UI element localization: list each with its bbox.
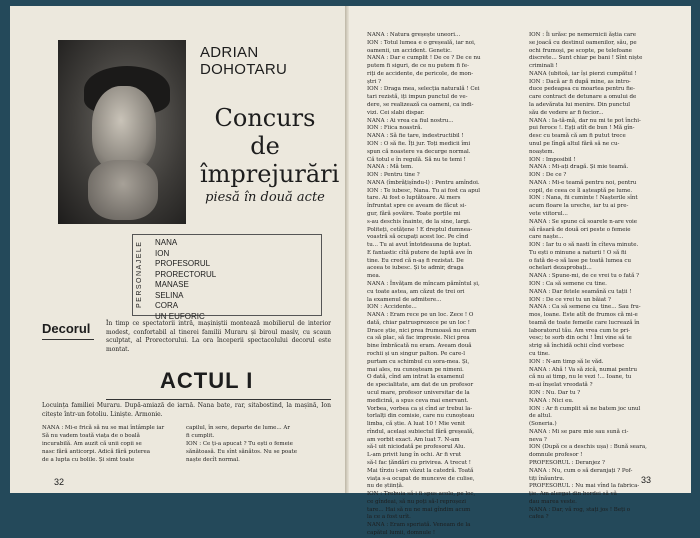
cast-list: [155, 238, 216, 322]
decor-paragraph: În timp ce spectatorii intră, mașiniștii montează mobilierul de interior modest, confortabil al tinerei familii Muraru și biroul masiv, cu scaun sculptat, al Prorectorului. La ora începerii spectacolului decorul este montat.: [106, 320, 331, 353]
dialogue-line: tari rezistă, iți impun punctul de ve-: [367, 94, 468, 101]
dialogue-line: tu... Tu ai avut întotdeauna de luptat.: [367, 242, 472, 249]
dialogue-line: de altul.: [529, 413, 552, 420]
dialogue-line: ION : Te iubesc, Nana. Tu ai fost ca apul: [367, 187, 481, 194]
dialogue-line: unul pe lîngă altul fără să ne cu-: [529, 140, 620, 147]
cast-item: UN EUFORIC: [155, 311, 205, 321]
dialogue-line: PROFESORUL : Deranjez ?: [529, 459, 605, 466]
dialogue-line: la adevărata lui menire. Din punctul: [529, 102, 630, 109]
dialogue-line: am vorbit exact. Am luat 7. N-am: [367, 436, 460, 443]
dialogue-line: laboratorul tău. Am vrea cum te pri-: [529, 327, 631, 334]
dialogue-line: limba, că știe. A luat 10 ! Mie venit: [367, 421, 465, 428]
page-number: 32: [54, 477, 65, 487]
dialogue-line: său de vedere ar fi fecior...: [529, 109, 604, 116]
author-name: ADRIAN DOHOTARU: [200, 44, 288, 78]
dialogue-line: cafea ?: [529, 514, 549, 521]
dialogue-line: tare. Ai fost o luptătoare. Ai mers: [367, 195, 461, 202]
dialogue-line: ION (După ce a deschis ușa) : Bună seara,: [529, 444, 647, 451]
dialogue-line: ION : Accidente...: [367, 304, 417, 311]
cast-label: PERSONAJELE: [136, 240, 143, 308]
dialogue-line: pui feroce !. Eșți atît de bun ! Mă gîn-: [529, 125, 635, 132]
dialogue-line: NANA : Eram speriată. Veneam de la: [367, 522, 471, 529]
cast-item: MANASE: [155, 280, 189, 289]
dialogue-column-right: [529, 32, 679, 522]
dialogue-line: m-ai înșelat vreodată ?: [529, 382, 593, 389]
dialogue-line: desc cu teamă că am fi putut trece: [529, 133, 626, 140]
dialogue-line: ție. Am alergat din bordei să vă: [529, 491, 617, 498]
dialogue-line: NANA : Mi se pare mie sau sună ci-: [529, 428, 629, 435]
dialogue-line: NANA : Mă tem.: [367, 164, 414, 171]
dialogue-line: ION : Nana, fii cuminte ! Nașterile sînt: [529, 195, 638, 202]
dialogue-line: ION : Ar fi cumplit să ne batem joc unul: [529, 405, 641, 412]
dialogue-line: neva ?: [529, 436, 547, 443]
dialogue-column-left: [367, 32, 519, 538]
dialogue-line: NANA : Eram rece pe un loc. Zece ! O: [367, 312, 474, 319]
dialogue-line: PROFESORUL : Nu mai vînd la fabrica-: [529, 483, 640, 490]
dialogue-line: de a lupta cu bolile. Și simt toate: [42, 457, 135, 463]
dialogue-line: să-l fac țăndări cu privirea. A trecut !: [367, 459, 471, 466]
dialogue-line: vizi. Cei slabi dispar.: [367, 109, 425, 116]
dialogue-line: ION : Îi urăsc pe nemernicii ăștia care: [529, 32, 637, 38]
dialogue-line: dere, se realizează ca oameni, ca indi-: [367, 102, 474, 109]
dialogue-line: rochii și un singur palton. Pe care-l: [367, 351, 465, 358]
dialogue-line: NANA (ubitoâ, iar își pierzi cumpătul !: [529, 70, 637, 77]
dialogue-line: capilul, în sere, departe de lume... Ar: [186, 425, 291, 431]
dialogue-line: copil, de ceea ce îl așteaptă pe lume.: [529, 187, 633, 194]
scene-description: Locuința familiei Muraru. După-amiază de iarnă. Nana bate, rar, sitabostind, la mașină, Ion citește într-un fotoliu. Liniște. Armonie.: [42, 402, 331, 418]
dialogue-line: bine îmbrăcată nu eram. Aveam două: [367, 343, 472, 350]
dialogue-line: ION : Pentru tine ?: [367, 172, 420, 179]
dialogue-line: Drace știe, nici prea frumoasă nu eram: [367, 327, 477, 334]
dialogue-line: vete viitorul...: [529, 210, 568, 217]
dialogue-column-left: [42, 424, 178, 464]
dialogue-line: noaștem.: [529, 148, 555, 155]
decor-divider: [42, 339, 94, 340]
dialogue-line: ochi frumoși, pe scopte, pe telefoane: [529, 47, 632, 54]
dialogue-line: ION : Draga mea, selecția naturală ! Cei: [367, 86, 480, 93]
dialogue-line: Să nu vadem toată viața de o boală: [42, 433, 140, 439]
dialogue-line: E fantastic cîtă putere de luptă ave în: [367, 249, 473, 256]
dialogue-line: că nu ai timp, nu le vezi !... Ioane, tu: [529, 374, 632, 381]
dialogue-line: ION : Trebuia să-i fi spus acolo, pe loc,: [367, 491, 476, 498]
dialogue-line: NANA : Învățam de mîncam pămîntul și,: [367, 281, 480, 287]
dialogue-line: ION : Iar tu o să nasti în cîteva minute.: [529, 242, 639, 249]
act-divider: [106, 399, 331, 400]
dialogue-line: tine. Eu cred că n-aș fi rezistat. De: [367, 257, 464, 264]
dialogue-line: NANA : Se spune că soarele n-are voie: [529, 218, 638, 225]
dialogue-line: ION : De ce vrei tu un băiat ?: [529, 296, 611, 303]
dialogue-line: tiți înăuntru.: [529, 475, 565, 482]
dialogue-line: ca să plac, să fac impresie. Nici prea: [367, 335, 470, 342]
dialogue-line: NANA : Să fie tare, indestructibil !: [367, 133, 464, 140]
dialogue-line: capătul lumii, domnule !: [367, 530, 436, 536]
right-page: [349, 6, 691, 536]
dialogue-line: care contract de detunare a omului de: [529, 94, 637, 101]
dialogue-line: mea.: [367, 273, 381, 280]
dialogue-line: NANA (îmbrățișîndu-l) : Pentru amîndoi.: [367, 179, 480, 186]
dialogue-line: discrete... Sunt chiar pe bani ! Sînt niște: [529, 55, 643, 62]
dialogue-line: ochelari dezaprobați...: [529, 265, 592, 272]
dialogue-line: NANA : Dar fetele seamănă cu tații !: [529, 288, 632, 295]
dialogue-line: viața s-a ocupat de munceve de culise,: [367, 475, 475, 482]
dialogue-line: cu toate astea, am căzut de trei ori: [367, 288, 465, 295]
dialogue-line: să răsară de două ori peste o femeie: [529, 226, 631, 233]
dialogue-line: s-au deschis înainte, de la sine, largi.: [367, 218, 471, 225]
play-subtitle: piesă în două acte: [205, 190, 325, 205]
dialogue-line: duce pedeapsa cu moartea pentru fie-: [529, 86, 635, 93]
dialogue-line: ION : Totul lumea e o greșeală, iar noi,: [367, 39, 476, 46]
dialogue-line: Vorbea, vorbea ca și cînd ar trebui la-: [367, 405, 473, 412]
dialogue-line: putem fi siguri, de ce nu putem fi fe-: [367, 63, 469, 70]
dialogue-line: se joacă cu destinul oamenilor, său, pe: [529, 39, 637, 46]
dialogue-line: NANA : Ahă ! Va să zică, numai pentru: [529, 366, 638, 373]
dialogue-line: nu de știință.: [367, 483, 404, 490]
dialogue-line: domnule profesor !: [529, 452, 583, 459]
dialogue-line: NANA : Natura greșește uneori...: [367, 32, 461, 38]
dialogue-line: ION : Dacă ar fi după mine, as intro-: [529, 78, 631, 85]
dialogue-line: NANA : Mi-e frică să nu se mai întâmple iar: [42, 425, 165, 431]
dialogue-line: NANA : Nici eu.: [529, 397, 574, 404]
dialogue-line: NANA : Mi-ați dragă. Și mie teamă.: [529, 164, 629, 171]
dialogue-line: fi cumplit.: [186, 433, 215, 439]
dialogue-line: de specialitate, am dat de un profesor: [367, 382, 474, 389]
dialogue-line: ION : Imposibil !: [529, 156, 576, 163]
dialogue-line: teamă de toate femeile care lucrează în: [529, 319, 640, 326]
dialogue-line: ION : O să fie. Îți jur. Toți medicii îmi: [367, 140, 471, 147]
dialogue-line: NANA : Mi-e teamă pentru noi, pentru: [529, 179, 637, 186]
decor-heading: Decorul: [42, 321, 91, 336]
dialogue-line: o fată de-o să lase pe toată lumea cu: [529, 257, 632, 264]
dialogue-line: ce gîndeai, să nu poți să-l reproșezi: [367, 498, 466, 505]
dialogue-line: riți de accidente, de pericole, de mon-: [367, 70, 474, 77]
cast-item: CORA: [155, 301, 179, 310]
dialogue-line: NANA : Dar e cumplit ! De ce ? De ce nu: [367, 55, 481, 62]
dialogue-line: NANA : Ai vrea ca fiul nostru...: [367, 117, 454, 124]
dialogue-line: ucul mare, profesor universitar de la: [367, 389, 470, 396]
dialogue-column-right: [186, 424, 326, 464]
dialogue-line: mos, loane. Este atît de frumos că mi-e: [529, 312, 638, 319]
dialogue-line: la ce a fost urît.: [367, 514, 411, 521]
cast-item: PRORECTORUL: [155, 269, 217, 279]
dialogue-line: ION : De ce ?: [529, 172, 567, 179]
dialogue-line: Că totul e în regulă. Să nu te temi !: [367, 156, 466, 163]
dialogue-line: gur, fără șovăire. Toate porțile mi: [367, 210, 461, 217]
page-number: 33: [640, 475, 651, 485]
dialogue-line: criminali !: [529, 63, 558, 70]
dialogue-line: ION : N-am timp să le văd.: [529, 358, 604, 365]
dialogue-line: NANA : Ca să semene cu tine... Sau fru-: [529, 304, 641, 311]
dialogue-line: strig să închidă ochii cînd vorbesc: [529, 343, 625, 350]
dialogue-line: L-am privit lung în ochi. Ar fi vrut: [367, 452, 462, 459]
dialogue-line: spun că noastere va decurge normal.: [367, 148, 471, 155]
dialogue-line: NANA : Nu, cum o să deranjați ? Pof-: [529, 467, 633, 474]
dialogue-line: (Soneria.): [529, 421, 557, 428]
dialogue-line: nasc fără anticorpi. Adică fără puterea: [42, 449, 151, 455]
dialogue-line: ION : Ce ți-a apucat ? Tu ești o femeie: [186, 441, 293, 447]
dialogue-line: ION : Ca să semene cu tine.: [529, 281, 607, 287]
dialogue-line: Mai tîrziu i-am văzut la catedră. Toată: [367, 467, 474, 474]
dialogue-line: naște decît normal.: [186, 457, 240, 463]
dialogue-line: NANA : Dar, vă rog, stați jos ! Beți o: [529, 506, 631, 513]
dialogue-line: purtam cu schimbul cu sora-mea. Și,: [367, 358, 470, 365]
dialogue-line: oamenii, un accident. Genetic.: [367, 47, 452, 54]
dialogue-line: ștri ?: [367, 78, 382, 85]
dialogue-line: voastră să ocupați acest loc. Pe cînd: [367, 234, 469, 241]
dialogue-line: NANA : Spune-mi, de ce vrei tu o fată ?: [529, 273, 640, 280]
play-title: Concurs de împrejurări: [200, 104, 340, 188]
dialogue-line: să-l uit niciodată pe profesorul Alu.: [367, 444, 466, 451]
dialogue-line: aceea te iubesc. Și te admir, draga: [367, 265, 464, 272]
dialogue-line: ION : Nu. Dar tu ?: [529, 389, 581, 396]
dialogue-line: Tu ești o minune a naturii ! O să fii: [529, 249, 627, 256]
dialogue-line: care naște...: [529, 234, 564, 241]
cast-item: NANA: [155, 238, 178, 247]
dialogue-line: acum floare la ureche, iar tu ai pre-: [529, 203, 629, 210]
dialogue-line: dau marea veste.: [529, 498, 577, 505]
dialogue-line: rîndul, același subiectul fără greșeală,: [367, 428, 474, 435]
dialogue-line: tare... Hai să nu ne mai gîndim acum: [367, 506, 471, 513]
dialogue-line: Politeți, cetățene ! E dreptul dumnea-: [367, 226, 473, 233]
dialogue-line: medicină, a spus ceva mai enervant.: [367, 397, 469, 404]
cast-item: ION: [155, 248, 170, 258]
left-page: [10, 6, 347, 493]
dialogue-line: O dată, cînd am intrat la examenul: [367, 374, 465, 381]
dialogue-line: ION : Fiica noastră.: [367, 125, 423, 132]
cast-item: SELINA: [155, 290, 184, 300]
dialogue-line: înfruntat spre ce aveam de făcut si-: [367, 203, 467, 210]
dialogue-line: torlalți din comisie, care nu cunoșteau: [367, 413, 475, 420]
dialogue-line: NANA : Ia-tă-mă, dar nu mi te pot închi-: [529, 117, 641, 124]
dialogue-line: sănătoasă. Eu sînt sănătos. Nu se poate: [186, 449, 297, 455]
dialogue-line: incurabilă. Am auzit că unii copii se: [42, 441, 142, 447]
cast-item: PROFESORUL: [155, 259, 211, 268]
dialogue-line: cu tine.: [529, 351, 550, 358]
dialogue-line: dată, chiar patrusprezece pe un loc !: [367, 319, 470, 326]
dialogue-line: vesc; te sorb din ochi ! Îmi vine să te: [529, 335, 632, 342]
dialogue-line: la examenul de admitere...: [367, 296, 442, 303]
act-heading: ACTUL I: [160, 368, 254, 393]
author-photo: [58, 40, 186, 224]
dialogue-line: mai ales, nu cunoșteam pe nimeni.: [367, 366, 464, 373]
